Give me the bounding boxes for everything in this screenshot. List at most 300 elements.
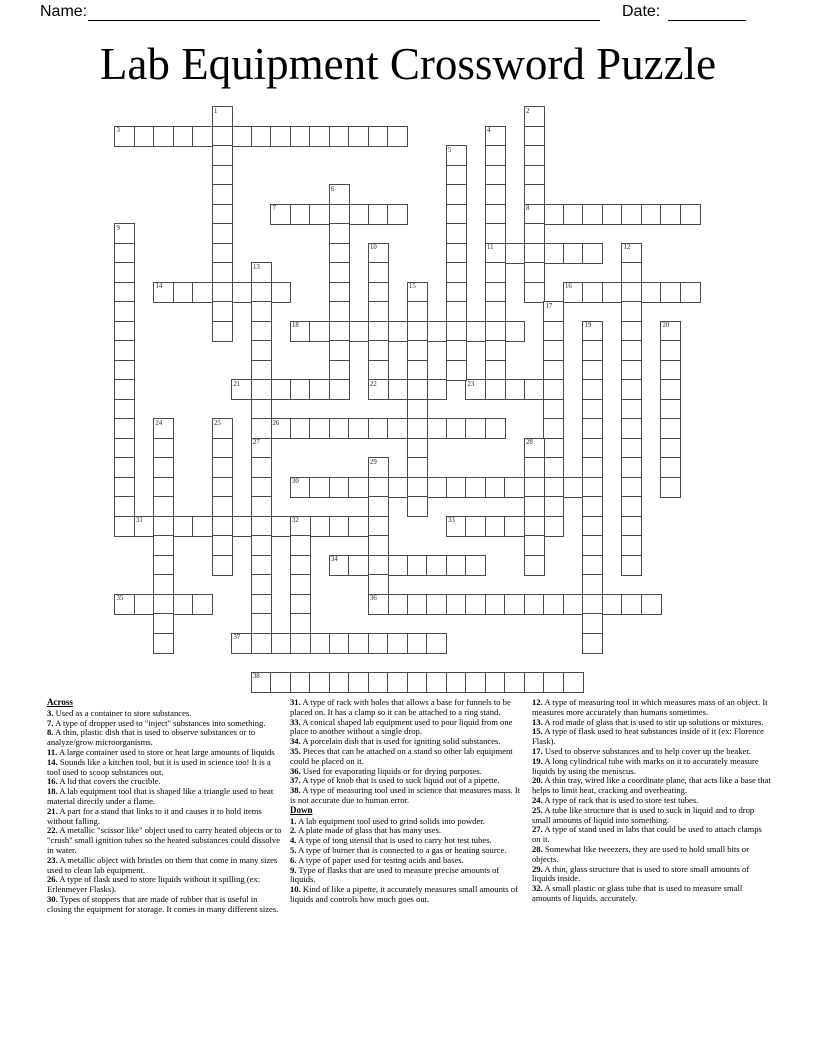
grid-cell[interactable]: [114, 516, 135, 537]
grid-cell[interactable]: [329, 418, 350, 439]
grid-cell[interactable]: [153, 282, 174, 303]
grid-cell[interactable]: [485, 184, 506, 205]
grid-cell[interactable]: [485, 379, 506, 400]
grid-cell[interactable]: [407, 555, 428, 576]
grid-cell[interactable]: [251, 633, 272, 654]
grid-cell[interactable]: [368, 301, 389, 322]
grid-cell[interactable]: [465, 379, 486, 400]
grid-cell[interactable]: [621, 243, 642, 264]
grid-cell[interactable]: [504, 477, 525, 498]
grid-cell[interactable]: [387, 477, 408, 498]
grid-cell[interactable]: [251, 516, 272, 537]
grid-cell[interactable]: [192, 594, 213, 615]
grid-cell[interactable]: [173, 126, 194, 147]
grid-cell[interactable]: [543, 321, 564, 342]
grid-cell[interactable]: [134, 126, 155, 147]
grid-cell[interactable]: [368, 340, 389, 361]
grid-cell[interactable]: [524, 535, 545, 556]
grid-cell[interactable]: [543, 204, 564, 225]
grid-cell[interactable]: [543, 438, 564, 459]
grid-cell[interactable]: [329, 321, 350, 342]
grid-cell[interactable]: [543, 243, 564, 264]
grid-cell[interactable]: [602, 594, 623, 615]
grid-cell[interactable]: [368, 477, 389, 498]
grid-cell[interactable]: [680, 282, 701, 303]
grid-cell[interactable]: [270, 633, 291, 654]
grid-cell[interactable]: [407, 438, 428, 459]
grid-cell[interactable]: [309, 379, 330, 400]
grid-cell[interactable]: [348, 321, 369, 342]
grid-cell[interactable]: [485, 145, 506, 166]
grid-cell[interactable]: [153, 535, 174, 556]
grid-cell[interactable]: [524, 438, 545, 459]
grid-cell[interactable]: [290, 126, 311, 147]
grid-cell[interactable]: [504, 379, 525, 400]
grid-cell[interactable]: [426, 477, 447, 498]
grid-cell[interactable]: [368, 379, 389, 400]
grid-cell[interactable]: [563, 282, 584, 303]
grid-cell[interactable]: [446, 145, 467, 166]
grid-cell[interactable]: [621, 496, 642, 517]
grid-cell[interactable]: [524, 516, 545, 537]
grid-cell[interactable]: [270, 516, 291, 537]
grid-cell[interactable]: [251, 282, 272, 303]
grid-cell[interactable]: [270, 672, 291, 693]
grid-cell[interactable]: [446, 418, 467, 439]
grid-cell[interactable]: [212, 126, 233, 147]
grid-cell[interactable]: [153, 438, 174, 459]
grid-cell[interactable]: [407, 477, 428, 498]
grid-cell[interactable]: [329, 282, 350, 303]
grid-cell[interactable]: [543, 340, 564, 361]
grid-cell[interactable]: [660, 438, 681, 459]
grid-cell[interactable]: [543, 672, 564, 693]
grid-cell[interactable]: [485, 418, 506, 439]
grid-cell[interactable]: [446, 360, 467, 381]
grid-cell[interactable]: [485, 321, 506, 342]
grid-cell[interactable]: [212, 418, 233, 439]
grid-cell[interactable]: [407, 672, 428, 693]
grid-cell[interactable]: [329, 379, 350, 400]
grid-cell[interactable]: [504, 516, 525, 537]
grid-cell[interactable]: [602, 204, 623, 225]
grid-cell[interactable]: [426, 555, 447, 576]
grid-cell[interactable]: [641, 594, 662, 615]
grid-cell[interactable]: [290, 379, 311, 400]
grid-cell[interactable]: [251, 613, 272, 634]
grid-cell[interactable]: [582, 457, 603, 478]
grid-cell[interactable]: [582, 477, 603, 498]
grid-cell[interactable]: [212, 145, 233, 166]
grid-cell[interactable]: [524, 496, 545, 517]
grid-cell[interactable]: [290, 633, 311, 654]
grid-cell[interactable]: [426, 321, 447, 342]
grid-cell[interactable]: [290, 516, 311, 537]
grid-cell[interactable]: [329, 204, 350, 225]
grid-cell[interactable]: [290, 613, 311, 634]
grid-cell[interactable]: [465, 555, 486, 576]
grid-cell[interactable]: [231, 516, 252, 537]
grid-cell[interactable]: [368, 126, 389, 147]
grid-cell[interactable]: [192, 282, 213, 303]
grid-cell[interactable]: [329, 672, 350, 693]
grid-cell[interactable]: [485, 165, 506, 186]
grid-cell[interactable]: [153, 574, 174, 595]
grid-cell[interactable]: [446, 477, 467, 498]
grid-cell[interactable]: [621, 340, 642, 361]
grid-cell[interactable]: [212, 321, 233, 342]
grid-cell[interactable]: [524, 223, 545, 244]
grid-cell[interactable]: [465, 516, 486, 537]
grid-cell[interactable]: [114, 301, 135, 322]
grid-cell[interactable]: [329, 301, 350, 322]
grid-cell[interactable]: [660, 360, 681, 381]
grid-cell[interactable]: [348, 418, 369, 439]
grid-cell[interactable]: [446, 672, 467, 693]
grid-cell[interactable]: [329, 555, 350, 576]
grid-cell[interactable]: [582, 321, 603, 342]
grid-cell[interactable]: [368, 457, 389, 478]
grid-cell[interactable]: [407, 418, 428, 439]
grid-cell[interactable]: [660, 282, 681, 303]
grid-cell[interactable]: [446, 184, 467, 205]
grid-cell[interactable]: [660, 418, 681, 439]
grid-cell[interactable]: [465, 477, 486, 498]
grid-cell[interactable]: [621, 301, 642, 322]
grid-cell[interactable]: [621, 321, 642, 342]
grid-cell[interactable]: [114, 496, 135, 517]
grid-cell[interactable]: [621, 204, 642, 225]
grid-cell[interactable]: [251, 340, 272, 361]
grid-cell[interactable]: [582, 399, 603, 420]
grid-cell[interactable]: [173, 594, 194, 615]
grid-cell[interactable]: [621, 477, 642, 498]
grid-cell[interactable]: [426, 379, 447, 400]
grid-cell[interactable]: [251, 399, 272, 420]
grid-cell[interactable]: [524, 126, 545, 147]
grid-cell[interactable]: [368, 672, 389, 693]
grid-cell[interactable]: [212, 184, 233, 205]
grid-cell[interactable]: [504, 243, 525, 264]
grid-cell[interactable]: [387, 418, 408, 439]
grid-cell[interactable]: [251, 360, 272, 381]
grid-cell[interactable]: [329, 340, 350, 361]
grid-cell[interactable]: [231, 126, 252, 147]
grid-cell[interactable]: [329, 184, 350, 205]
grid-cell[interactable]: [485, 340, 506, 361]
grid-cell[interactable]: [368, 204, 389, 225]
grid-cell[interactable]: [387, 633, 408, 654]
grid-cell[interactable]: [153, 496, 174, 517]
grid-cell[interactable]: [582, 379, 603, 400]
grid-cell[interactable]: [387, 321, 408, 342]
grid-cell[interactable]: [212, 496, 233, 517]
grid-cell[interactable]: [114, 262, 135, 283]
grid-cell[interactable]: [309, 516, 330, 537]
grid-cell[interactable]: [407, 340, 428, 361]
grid-cell[interactable]: [641, 282, 662, 303]
grid-cell[interactable]: [329, 223, 350, 244]
grid-cell[interactable]: [621, 438, 642, 459]
grid-cell[interactable]: [602, 282, 623, 303]
grid-cell[interactable]: [680, 204, 701, 225]
grid-cell[interactable]: [641, 204, 662, 225]
grid-cell[interactable]: [153, 633, 174, 654]
grid-cell[interactable]: [251, 555, 272, 576]
grid-cell[interactable]: [212, 516, 233, 537]
grid-cell[interactable]: [524, 594, 545, 615]
grid-cell[interactable]: [621, 555, 642, 576]
grid-cell[interactable]: [114, 126, 135, 147]
grid-cell[interactable]: [309, 204, 330, 225]
grid-cell[interactable]: [290, 477, 311, 498]
grid-cell[interactable]: [212, 535, 233, 556]
grid-cell[interactable]: [524, 184, 545, 205]
grid-cell[interactable]: [465, 672, 486, 693]
grid-cell[interactable]: [153, 477, 174, 498]
grid-cell[interactable]: [114, 223, 135, 244]
grid-cell[interactable]: [348, 126, 369, 147]
grid-cell[interactable]: [114, 340, 135, 361]
grid-cell[interactable]: [251, 574, 272, 595]
grid-cell[interactable]: [485, 282, 506, 303]
name-blank-line[interactable]: [88, 20, 600, 21]
grid-cell[interactable]: [563, 672, 584, 693]
grid-cell[interactable]: [309, 126, 330, 147]
grid-cell[interactable]: [582, 613, 603, 634]
grid-cell[interactable]: [212, 204, 233, 225]
grid-cell[interactable]: [309, 672, 330, 693]
grid-cell[interactable]: [368, 321, 389, 342]
grid-cell[interactable]: [563, 477, 584, 498]
grid-cell[interactable]: [329, 243, 350, 264]
grid-cell[interactable]: [114, 418, 135, 439]
grid-cell[interactable]: [504, 672, 525, 693]
grid-cell[interactable]: [153, 613, 174, 634]
grid-cell[interactable]: [621, 379, 642, 400]
grid-cell[interactable]: [660, 340, 681, 361]
grid-cell[interactable]: [524, 204, 545, 225]
grid-cell[interactable]: [465, 321, 486, 342]
grid-cell[interactable]: [290, 594, 311, 615]
grid-cell[interactable]: [348, 477, 369, 498]
grid-cell[interactable]: [621, 535, 642, 556]
grid-cell[interactable]: [524, 672, 545, 693]
grid-cell[interactable]: [329, 126, 350, 147]
grid-cell[interactable]: [368, 555, 389, 576]
grid-cell[interactable]: [173, 516, 194, 537]
grid-cell[interactable]: [582, 535, 603, 556]
grid-cell[interactable]: [290, 204, 311, 225]
grid-cell[interactable]: [114, 438, 135, 459]
grid-cell[interactable]: [543, 379, 564, 400]
grid-cell[interactable]: [465, 418, 486, 439]
grid-cell[interactable]: [329, 633, 350, 654]
grid-cell[interactable]: [582, 516, 603, 537]
grid-cell[interactable]: [543, 457, 564, 478]
grid-cell[interactable]: [270, 418, 291, 439]
grid-cell[interactable]: [660, 399, 681, 420]
grid-cell[interactable]: [251, 379, 272, 400]
grid-cell[interactable]: [348, 633, 369, 654]
grid-cell[interactable]: [446, 555, 467, 576]
grid-cell[interactable]: [387, 204, 408, 225]
grid-cell[interactable]: [485, 516, 506, 537]
grid-cell[interactable]: [368, 496, 389, 517]
grid-cell[interactable]: [582, 555, 603, 576]
grid-cell[interactable]: [446, 165, 467, 186]
grid-cell[interactable]: [407, 379, 428, 400]
grid-cell[interactable]: [114, 477, 135, 498]
grid-cell[interactable]: [582, 282, 603, 303]
grid-cell[interactable]: [563, 243, 584, 264]
grid-cell[interactable]: [387, 379, 408, 400]
grid-cell[interactable]: [543, 301, 564, 322]
grid-cell[interactable]: [485, 301, 506, 322]
grid-cell[interactable]: [114, 282, 135, 303]
grid-cell[interactable]: [660, 379, 681, 400]
grid-cell[interactable]: [153, 126, 174, 147]
grid-cell[interactable]: [582, 360, 603, 381]
grid-cell[interactable]: [348, 672, 369, 693]
grid-cell[interactable]: [387, 594, 408, 615]
grid-cell[interactable]: [114, 379, 135, 400]
grid-cell[interactable]: [212, 243, 233, 264]
grid-cell[interactable]: [368, 516, 389, 537]
grid-cell[interactable]: [348, 555, 369, 576]
grid-cell[interactable]: [290, 555, 311, 576]
grid-cell[interactable]: [251, 594, 272, 615]
grid-cell[interactable]: [368, 262, 389, 283]
grid-cell[interactable]: [621, 282, 642, 303]
grid-cell[interactable]: [329, 516, 350, 537]
grid-cell[interactable]: [114, 321, 135, 342]
grid-cell[interactable]: [407, 633, 428, 654]
grid-cell[interactable]: [407, 399, 428, 420]
grid-cell[interactable]: [368, 574, 389, 595]
grid-cell[interactable]: [114, 360, 135, 381]
grid-cell[interactable]: [329, 262, 350, 283]
grid-cell[interactable]: [524, 282, 545, 303]
grid-cell[interactable]: [270, 282, 291, 303]
grid-cell[interactable]: [387, 555, 408, 576]
grid-cell[interactable]: [368, 594, 389, 615]
grid-cell[interactable]: [212, 438, 233, 459]
grid-cell[interactable]: [524, 243, 545, 264]
grid-cell[interactable]: [543, 477, 564, 498]
grid-cell[interactable]: [524, 145, 545, 166]
grid-cell[interactable]: [582, 633, 603, 654]
grid-cell[interactable]: [465, 594, 486, 615]
grid-cell[interactable]: [192, 516, 213, 537]
grid-cell[interactable]: [134, 516, 155, 537]
grid-cell[interactable]: [621, 594, 642, 615]
grid-cell[interactable]: [212, 457, 233, 478]
grid-cell[interactable]: [407, 594, 428, 615]
grid-cell[interactable]: [543, 399, 564, 420]
grid-cell[interactable]: [563, 204, 584, 225]
grid-cell[interactable]: [153, 594, 174, 615]
grid-cell[interactable]: [446, 243, 467, 264]
grid-cell[interactable]: [582, 204, 603, 225]
grid-cell[interactable]: [387, 126, 408, 147]
grid-cell[interactable]: [212, 106, 233, 127]
grid-cell[interactable]: [446, 301, 467, 322]
grid-cell[interactable]: [251, 418, 272, 439]
grid-cell[interactable]: [368, 282, 389, 303]
grid-cell[interactable]: [485, 672, 506, 693]
grid-cell[interactable]: [543, 418, 564, 439]
grid-cell[interactable]: [407, 457, 428, 478]
grid-cell[interactable]: [251, 457, 272, 478]
grid-cell[interactable]: [114, 594, 135, 615]
grid-cell[interactable]: [407, 360, 428, 381]
grid-cell[interactable]: [290, 574, 311, 595]
grid-cell[interactable]: [426, 594, 447, 615]
grid-cell[interactable]: [231, 379, 252, 400]
grid-cell[interactable]: [270, 126, 291, 147]
grid-cell[interactable]: [251, 126, 272, 147]
grid-cell[interactable]: [582, 594, 603, 615]
grid-cell[interactable]: [231, 282, 252, 303]
grid-cell[interactable]: [660, 477, 681, 498]
grid-cell[interactable]: [153, 418, 174, 439]
grid-cell[interactable]: [309, 418, 330, 439]
grid-cell[interactable]: [446, 262, 467, 283]
grid-cell[interactable]: [212, 223, 233, 244]
grid-cell[interactable]: [114, 243, 135, 264]
grid-cell[interactable]: [485, 204, 506, 225]
grid-cell[interactable]: [212, 165, 233, 186]
grid-cell[interactable]: [582, 418, 603, 439]
grid-cell[interactable]: [485, 223, 506, 244]
grid-cell[interactable]: [504, 594, 525, 615]
grid-cell[interactable]: [407, 321, 428, 342]
grid-cell[interactable]: [212, 301, 233, 322]
grid-cell[interactable]: [368, 360, 389, 381]
grid-cell[interactable]: [251, 438, 272, 459]
grid-cell[interactable]: [309, 321, 330, 342]
grid-cell[interactable]: [582, 496, 603, 517]
grid-cell[interactable]: [446, 204, 467, 225]
grid-cell[interactable]: [251, 262, 272, 283]
grid-cell[interactable]: [524, 106, 545, 127]
grid-cell[interactable]: [543, 496, 564, 517]
grid-cell[interactable]: [446, 223, 467, 244]
grid-cell[interactable]: [660, 204, 681, 225]
grid-cell[interactable]: [524, 555, 545, 576]
grid-cell[interactable]: [153, 516, 174, 537]
grid-cell[interactable]: [524, 262, 545, 283]
grid-cell[interactable]: [348, 204, 369, 225]
grid-cell[interactable]: [426, 418, 447, 439]
grid-cell[interactable]: [660, 457, 681, 478]
grid-cell[interactable]: [173, 282, 194, 303]
grid-cell[interactable]: [270, 379, 291, 400]
grid-cell[interactable]: [290, 672, 311, 693]
grid-cell[interactable]: [485, 477, 506, 498]
grid-cell[interactable]: [290, 535, 311, 556]
grid-cell[interactable]: [134, 594, 155, 615]
grid-cell[interactable]: [309, 633, 330, 654]
grid-cell[interactable]: [270, 204, 291, 225]
grid-cell[interactable]: [290, 418, 311, 439]
grid-cell[interactable]: [524, 477, 545, 498]
grid-cell[interactable]: [114, 457, 135, 478]
grid-cell[interactable]: [582, 243, 603, 264]
grid-cell[interactable]: [153, 555, 174, 576]
grid-cell[interactable]: [660, 321, 681, 342]
